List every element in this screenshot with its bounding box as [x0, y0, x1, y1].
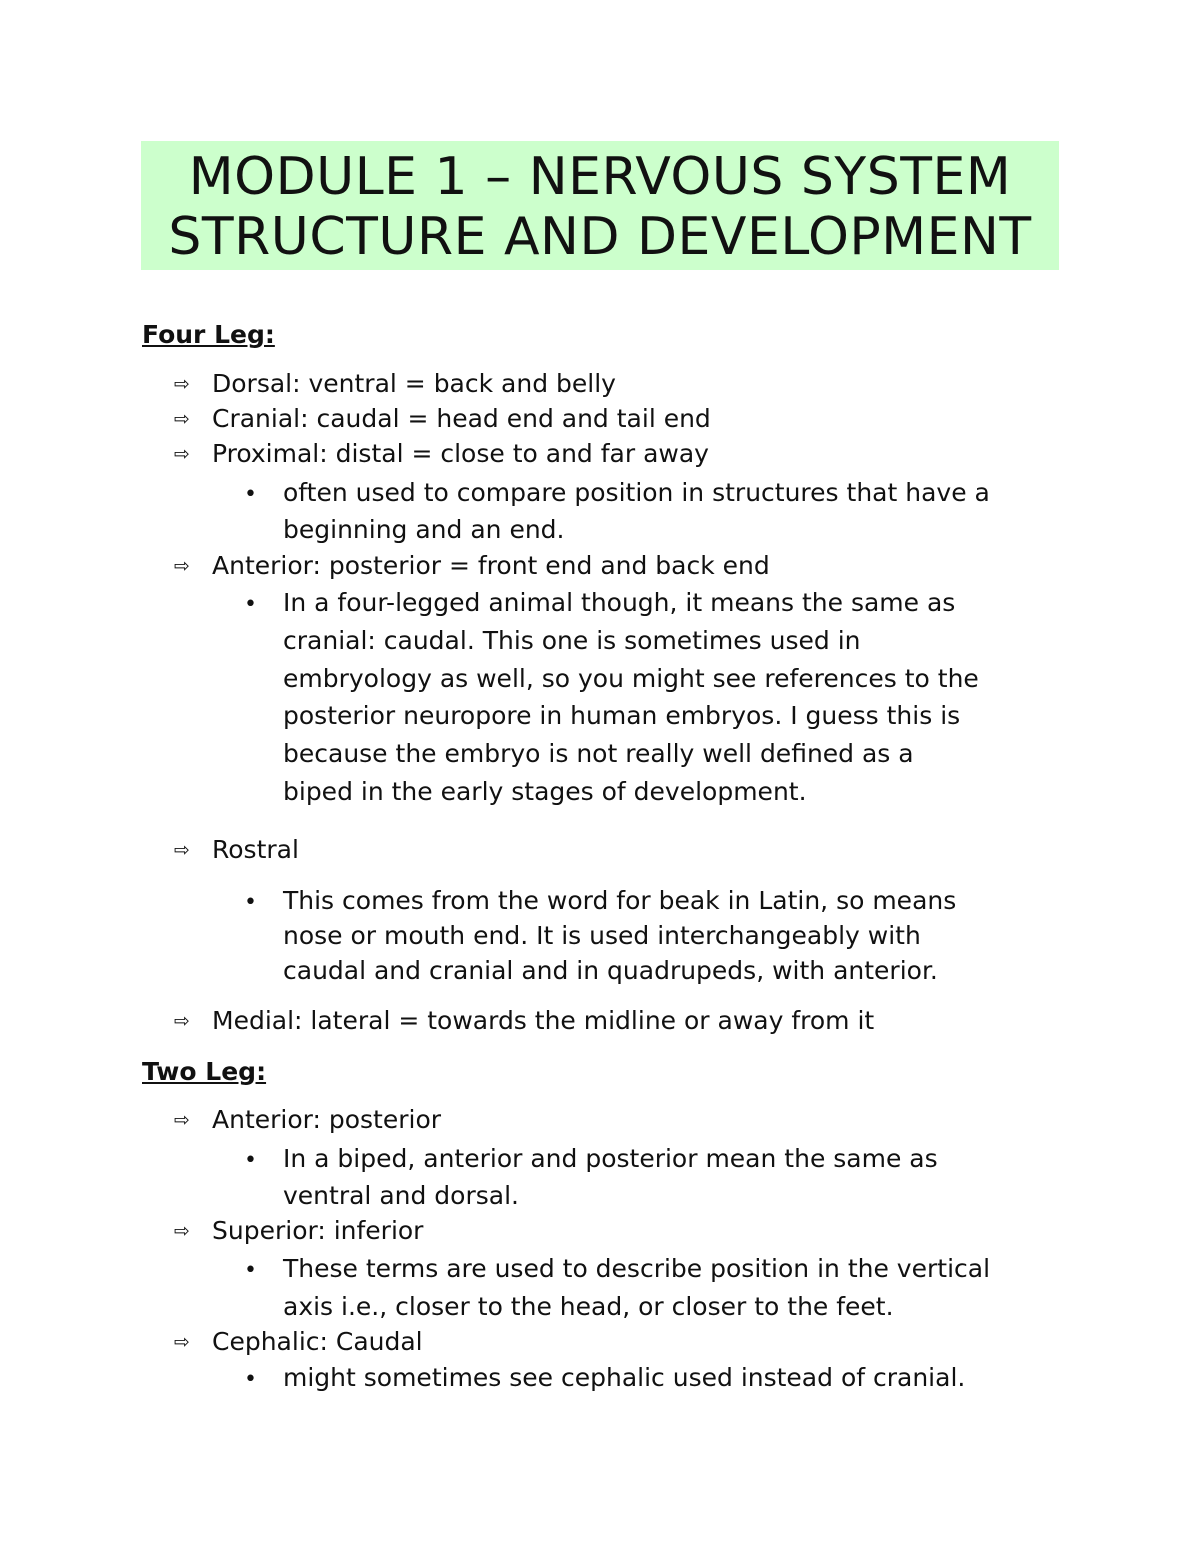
bullet-continuation: because the embryo is not really well defined as a: [283, 739, 914, 768]
bullet-item: • This comes from the word for beak in Latin, so means: [244, 886, 956, 918]
arrow-icon: ⇨: [174, 839, 190, 861]
bullet-continuation: ventral and dorsal.: [283, 1181, 519, 1210]
bullet-icon: •: [244, 1148, 257, 1173]
bullet-item: • In a biped, anterior and posterior mean the same as: [244, 1144, 938, 1176]
list-item-cephalic: [174, 1327, 423, 1357]
four-leg-heading: Four Leg:: [142, 320, 275, 349]
bullet-item: • often used to compare position in structures that have a: [244, 478, 990, 510]
bullet-continuation: cranial: caudal. This one is sometimes used in: [283, 626, 861, 655]
item-text: Rostral: [212, 835, 299, 864]
item-text: Cephalic: Caudal: [212, 1327, 423, 1356]
bullet-continuation: axis i.e., closer to the head, or closer to the feet.: [283, 1292, 894, 1321]
arrow-icon: ⇨: [174, 1109, 190, 1131]
item-text: Proximal: distal = close to and far away: [212, 439, 709, 468]
bullet-icon: •: [244, 592, 257, 617]
list-item-superior: [174, 1216, 423, 1246]
bullet-continuation: biped in the early stages of development.: [283, 777, 807, 806]
arrow-icon: ⇨: [174, 1331, 190, 1353]
bullet-item: • might sometimes see cephalic used instead of cranial.: [244, 1363, 965, 1395]
bullet-continuation: beginning and an end.: [283, 515, 565, 544]
list-item-medial: [174, 1006, 874, 1036]
title-banner: [141, 141, 1059, 270]
arrow-icon: ⇨: [174, 1220, 190, 1242]
arrow-icon: ⇨: [174, 408, 190, 430]
bullet-icon: •: [244, 890, 257, 915]
arrow-icon: ⇨: [174, 373, 190, 395]
item-text: Anterior: posterior = front end and back end: [212, 551, 770, 580]
title-line-1: MODULE 1 – NERVOUS SYSTEM: [188, 147, 1012, 207]
bullet-item: • In a four-legged animal though, it means the same as: [244, 588, 955, 620]
arrow-icon: ⇨: [174, 555, 190, 577]
arrow-icon: ⇨: [174, 443, 190, 465]
list-item-anterior: [174, 551, 770, 581]
title-line-2: STRUCTURE AND DEVELOPMENT: [168, 207, 1032, 267]
arrow-icon: ⇨: [174, 1010, 190, 1032]
item-text: Anterior: posterior: [212, 1105, 442, 1134]
list-item-proximal: [174, 439, 709, 469]
bullet-continuation: caudal and cranial and in quadrupeds, with anterior.: [283, 956, 938, 985]
list-item-cranial: [174, 404, 711, 434]
item-text: Cranial: caudal = head end and tail end: [212, 404, 711, 433]
item-text: Medial: lateral = towards the midline or away from it: [212, 1006, 875, 1035]
two-leg-heading: Two Leg:: [142, 1057, 267, 1086]
item-text: Dorsal: ventral = back and belly: [212, 369, 616, 398]
bullet-icon: •: [244, 1367, 257, 1392]
bullet-icon: •: [244, 482, 257, 507]
list-item-rostral: [174, 835, 299, 865]
item-text: Superior: inferior: [212, 1216, 424, 1245]
bullet-continuation: embryology as well, so you might see references to the: [283, 664, 979, 693]
list-item-anterior: [174, 1105, 441, 1135]
list-item-dorsal: [174, 369, 616, 399]
bullet-item: • These terms are used to describe position in the vertical: [244, 1254, 990, 1286]
bullet-continuation: nose or mouth end. It is used interchangeably with: [283, 921, 921, 950]
bullet-icon: •: [244, 1258, 257, 1283]
bullet-continuation: posterior neuropore in human embryos. I guess this is: [283, 701, 961, 730]
